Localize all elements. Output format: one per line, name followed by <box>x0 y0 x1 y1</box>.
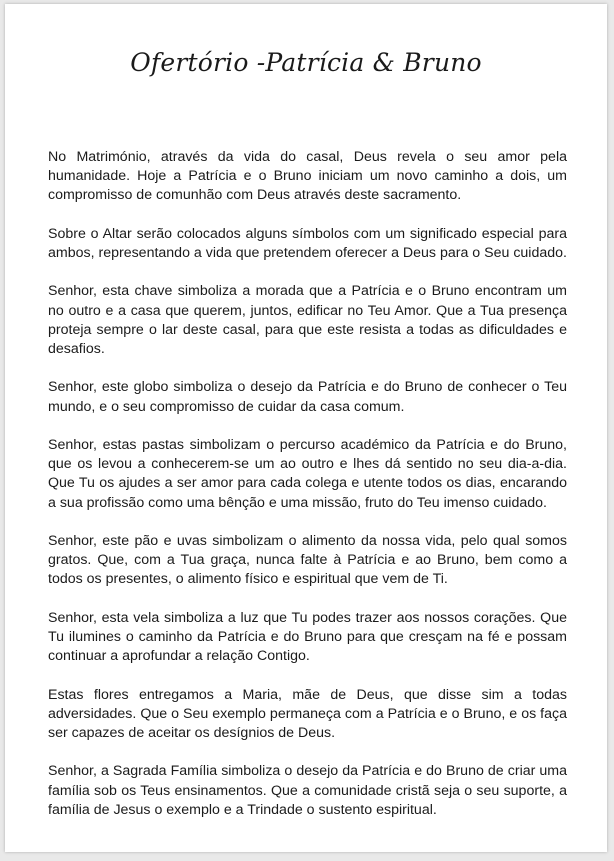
paragraph-globe: Senhor, este globo simboliza o desejo da Patrícia e do Bruno de conhecer o Teu mundo, e o seu compromisso de cuidar da casa comum. <box>48 379 567 415</box>
document-title: Ofertório -Patrícia & Bruno <box>130 48 482 77</box>
paragraph-folders: Senhor, estas pastas simbolizam o percurso académico da Patrícia e do Bruno, que os levou a conhecerem-se um ao outro e lhes dá sentido no seu dia-a-dia. Que Tu os ajudes a ser amor para cada colega e utente todos os dias, encarando a sua profissão como uma bênção e uma missão, fruto do Teu imenso cuidado. <box>48 436 567 511</box>
paragraph-bread-grapes: Senhor, este pão e uvas simbolizam o alimento da nossa vida, pelo qual somos gratos. Que, com a Tua graça, nunca falte à Patrícia e ao Bruno, bem como a todos os presentes, o alimento físico e espiritual que vem de Ti. <box>48 532 567 588</box>
paragraph-flowers: Estas flores entregamos a Maria, mãe de Deus, que disse sim a todas adversidades. Que o Seu exemplo permaneça com a Patrícia e o Bruno, e os faça ser capazes de aceitar os desígnios de Deus. <box>48 686 567 741</box>
document-page <box>5 4 607 852</box>
paragraph-holy-family: Senhor, a Sagrada Família simboliza o desejo da Patrícia e do Bruno de criar uma família sob os Teus ensinamentos. Que a comunidade cristã seja o seu suporte, a família de Jesus o exemplo e a Trindade o sustento espiritual. <box>48 763 567 818</box>
document-body <box>48 148 567 839</box>
paragraph-altar-symbols: Sobre o Altar serão colocados alguns símbolos com um significado especial para ambos, representando a vida que pretendem oferecer a Deus para o Seu cuidado. <box>48 225 567 261</box>
paragraph-intro: No Matrimónio, através da vida do casal, Deus revela o seu amor pela humanidade. Hoje a Patrícia e o Bruno iniciam um novo caminho a dois, um compromisso de comunhão com Deus através deste sacramento. <box>48 149 567 204</box>
paragraph-candle: Senhor, esta vela simboliza a luz que Tu podes trazer aos nossos corações. Que Tu ilumines o caminho da Patrícia e do Bruno para que cresçam na fé e possam continuar a aprofundar a relação Contigo. <box>48 609 567 665</box>
paragraph-key: Senhor, esta chave simboliza a morada que a Patrícia e o Bruno encontram um no outro e a casa que querem, juntos, edificar no Teu Amor. Que a Tua presença proteja sempre o lar deste casal, para que este resista a todas as dificuldades e desafios. <box>48 283 567 357</box>
